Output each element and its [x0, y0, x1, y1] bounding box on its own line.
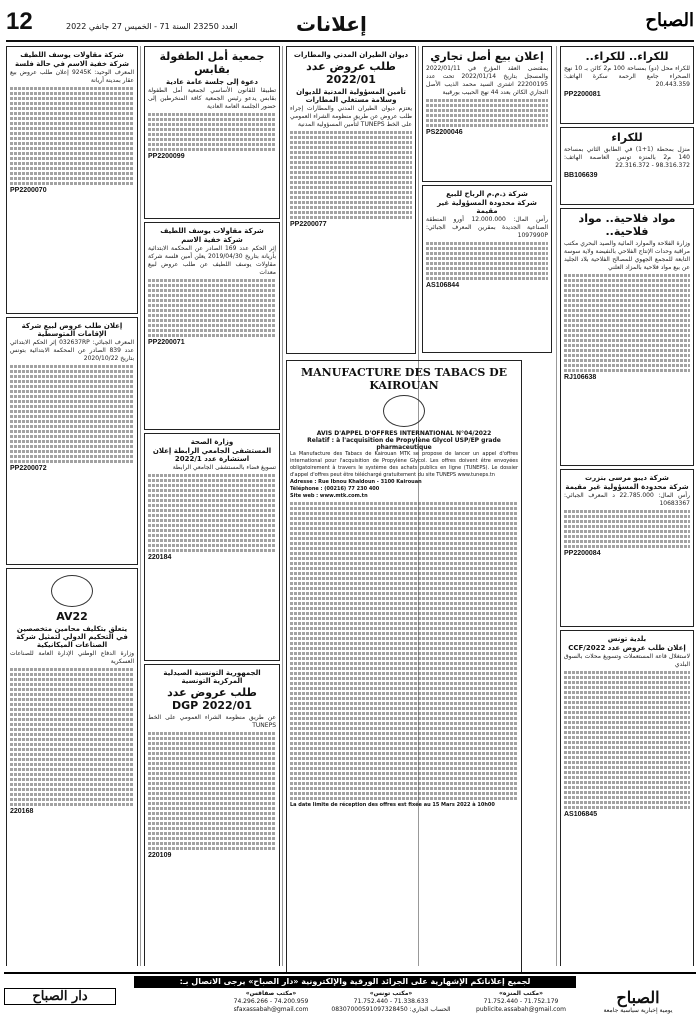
ad-body: المعرف الجبائي: 032637RP إثر الحكم الابتدائي عدد 839 الصادر عن المحكمة الابتدائية بتونس بتاريخ 2020/10/22: [10, 339, 134, 362]
ad-subtitle: طلب عروض عدد 2022/01 DGP: [167, 686, 257, 712]
ad-title: شركة مقاولات يوسف اللطيف: [160, 227, 264, 235]
column-divider: [140, 46, 141, 966]
ad-company-deposit: [560, 469, 694, 627]
ad-title: بلدية تونس: [607, 635, 647, 643]
footer-tagline: يومية إخبارية سياسية جامعة: [603, 1007, 673, 1014]
ad-defense-av22: [6, 568, 138, 966]
ad-title: للكراء: [611, 131, 643, 144]
ad-title: إعلان بيع أصل تجاري: [430, 50, 544, 63]
footer-office-tunis: [326, 990, 456, 1014]
ad-company-rabah: [422, 185, 552, 353]
footer-dar-assabah-logo: دار الصباح: [4, 988, 116, 1005]
ad-code: PP2200070: [10, 187, 47, 194]
ad-youssef-property: [6, 46, 138, 314]
ad-title: شركة ديبو مرسى بنزرت: [585, 474, 669, 482]
ad-title: وزارة الصحة: [190, 438, 234, 446]
ad-code: 220184: [148, 554, 172, 561]
ad-title: طلب عروض عدد 2022/01: [306, 60, 396, 86]
ad-subtitle: إعلان طلب عروض عدد 2022/CCF: [568, 644, 686, 652]
column-left: [6, 46, 138, 966]
ad-title: للكراء.. للكراء..: [585, 50, 669, 63]
ad-rent-2: [560, 127, 694, 205]
ad-body: عن طريق منظومة الشراء العمومي على الخط TUNEPS: [148, 714, 276, 729]
ad-title: MANUFACTURE DES TABACS DE KAIROUAN: [300, 366, 508, 392]
tabacs-deadline: La date limite de réception des offres est fixée au 15 Mars 2022 à 10h00: [290, 802, 495, 808]
tabacs-logo-icon: [383, 395, 425, 427]
ad-body: تسويغ فضاء بالمستشفى الجامعي الرابطة: [172, 464, 276, 471]
office-label: «مكتب المنزه»: [499, 990, 543, 997]
office-label: «مكتب صفاقس»: [245, 990, 297, 997]
ad-code: PP2200072: [10, 465, 47, 472]
ad-body: لاستغلال قاعة المستعملات وتسويغ محلات بالسوق البلدي: [564, 653, 690, 668]
ad-title: AV22: [56, 610, 88, 623]
ad-code: PS2200046: [426, 129, 463, 136]
ad-body: وزارة الفلاحة والموارد المائية والصيد البحري مكتب مراقبة وحدات الإنتاج الفلاحي بالنفيضة ولاية سوسة التابعة للمجمع الجهوي للمصالح الفلاحية بلاد الجليد عن بيع مواد فلاحية بالمزاد العلني: [564, 240, 690, 271]
ad-association-gabes: [144, 46, 280, 219]
ad-body: La Manufacture des Tabacs de Kairouan MTK se propose de lancer un appel d'offres international pour l'acquisition de Propylène Glycol. Les offres doivent être envoyées obligatoirement à travers le système des achats publics en ligne (TUNEPS). Le dossier d'appel d'offres peut être téléchargé gratuitement du site TUNEPS www.tuneps.tn: [290, 451, 518, 478]
ad-org: ديوان الطيران المدني والمطارات: [293, 51, 409, 59]
ad-body: منزل بمحطة (1+1) في الطابق الثاني بمساحة 140 م2 بالمنزه تونس العاصمة الهاتف: 98.316.372 - 22.316.372: [564, 146, 691, 169]
tabacs-phone: Téléphone : (00216) 77 230 400: [290, 486, 380, 492]
column-3: [286, 46, 416, 356]
column-right: [560, 46, 694, 966]
masthead-logo: الصباح: [645, 10, 694, 31]
footer-office-manzah: [466, 990, 576, 1014]
bank-account: الحساب الجاري: 08307000591097328450: [331, 1006, 451, 1013]
defense-emblem-icon: [51, 575, 93, 607]
ad-subtitle: تأمين المسؤولية المدنية للديوان وسلامة مستغلي المطارات: [296, 88, 406, 104]
ad-tabacs-kairouan: [286, 360, 522, 973]
ad-code: AS106844: [426, 282, 460, 289]
ad-title: شركة ذ.م.م الرباح للبيع: [446, 190, 528, 198]
ad-code: PP2200071: [148, 339, 185, 346]
ad-object: Relatif : à l'acquisition de Propylène Glycol USP/EP grade pharmaceutique: [307, 437, 501, 451]
ad-subtitle: المستشفى الجامعي الرابطة إعلان استشارة عدد 2022/1: [152, 447, 272, 463]
ad-body: بمقتضى العقد المؤرخ في 2022/01/11 والمسجل بتاريخ 2022/01/14 تحت عدد 22200195 اشترى السيد محمد الذيب الأصل التجاري الكائن بعدد 44 نهج الحبيب بورقيبة: [426, 65, 548, 96]
ad-title: شركة مقاولات يوسف اللطيف: [20, 51, 124, 59]
page-number: 12: [6, 8, 33, 35]
ad-body: إثر الحكم عدد 169 الصادر عن المحكمة الابتدائية بأريانة بتاريخ 2019/04/30 يعلن أمين فلسة شركة مقاولات يوسف اللطيف عن طلب عروض لبيع معدات: [148, 245, 277, 276]
ad-body: رأس المال: 22.785.000 د المعرف الجبائي: 10683367: [564, 492, 690, 507]
ad-body: رأس المال: 12.000.000 أورو المنطقة الصناعية الجديدة بمقرين المعرف الجبائي: 1097990P: [426, 216, 548, 239]
column-4: [144, 46, 280, 966]
column-2: [422, 46, 552, 356]
ad-code: PP2200099: [148, 153, 185, 160]
ad-civil-aviation: [286, 46, 416, 354]
ad-agricultural: [560, 208, 694, 466]
office-phone: 71.752.179 - 71.752.440: [483, 998, 559, 1005]
ad-code: 220109: [148, 852, 172, 859]
page-header: [6, 8, 694, 42]
column-divider: [282, 46, 283, 966]
ad-central-pharmacy: [144, 664, 280, 966]
ad-title: مواد فلاحية.. مواد فلاحية..: [578, 212, 676, 238]
ad-code: AS106845: [564, 811, 598, 818]
ad-rent-1: [560, 46, 694, 124]
footer-masthead-title: الصباح: [616, 988, 660, 1007]
issue-line: العدد 23250 السنة 71 - الخميس 27 جانفي 2022: [66, 22, 238, 31]
ad-municipality-tunis: [560, 630, 694, 966]
ad-hospital-rabta: [144, 433, 280, 661]
ad-title: الجمهورية التونسية الصيدلية المركزية التونسية: [163, 669, 261, 685]
ad-subtitle: AVIS D'APPEL D'OFFRES INTERNATIONAL N°04/2022: [316, 430, 492, 437]
footer-banner: لجميع إعلاناتكم الإشهارية على الجرائد الورقية والإلكترونية «دار الصباح» يرجى الاتصال بـ:: [134, 976, 576, 988]
section-title: إعلانات: [296, 12, 367, 36]
ad-title: جمعية أمل الطفولة بقابس: [159, 50, 265, 76]
office-label: «مكتب تونس»: [369, 990, 413, 997]
page-footer: [4, 972, 696, 1026]
tabacs-address: Adresse : Rue Ibnou Khaldoun - 3100 Kairouan: [290, 479, 422, 485]
ad-business-sale: [422, 46, 552, 182]
ad-code: BB106639: [564, 172, 598, 179]
ad-title: إعلان طلب عروض لبيع شركة الإقامات المتوسطية: [21, 322, 123, 338]
ad-body: للكراء محل (دو) بمساحة 100 م2 كائن بـ 10 نهج الصحراء جامع الرحمة سكرة الهاتف: 20.443.359: [564, 65, 691, 88]
office-phone: 71.338.633 - 71.752.440: [353, 998, 429, 1005]
ad-code: PP2200081: [564, 91, 601, 98]
office-email: publicite.assabah@gmail.com: [476, 1006, 566, 1013]
column-divider: [556, 46, 557, 966]
ad-body: المعرف الوحيد: 9245K إعلان طلب عروض بيع عقار بمدينة أريانة: [10, 69, 134, 84]
tabacs-site: Site web : www.mtk.com.tn: [290, 493, 368, 499]
office-phone: 74.200.959 - 74.296.266: [233, 998, 309, 1005]
ad-code: RJ106638: [564, 374, 597, 381]
footer-office-sfax: [226, 990, 316, 1014]
ad-subtitle: شركة محدودة المسؤولية غير مقيمة: [565, 483, 689, 491]
ad-body: وزارة الدفاع الوطني الإدارة العامة للصناعات العسكرية: [10, 650, 134, 665]
footer-masthead: [580, 988, 696, 1014]
ad-body: يعتزم ديوان الطيران المدني والمطارات إجراء طلب عروض عن طريق منظومة الشراء العمومي على الخط TUNEPS لتأمين المسؤولية المدنية: [290, 105, 412, 128]
ad-subtitle: شركة خفية الاسم: [181, 236, 243, 244]
ad-subtitle: شركة محدودة المسؤولية غير مقيمة: [437, 199, 537, 215]
ad-code: PP2200084: [564, 550, 601, 557]
ad-subtitle: دعوة إلى جلسة عامة عادية: [166, 78, 258, 86]
ad-subtitle: يتعلق بتكليف محامين متخصصين في التحكيم الدولي لتمثيل شركة الصناعات الميكانيكية: [16, 625, 128, 649]
ad-code: PP2200077: [290, 221, 327, 228]
ad-youssef-equipment: [144, 222, 280, 430]
ad-mediterranean-residences: [6, 317, 138, 565]
ad-subtitle: شركة خفية الاسم في حالة فلسة: [15, 60, 129, 68]
ad-code: 220168: [10, 808, 34, 815]
office-email: sfaxassabah@gmail.com: [233, 1006, 309, 1013]
ad-body: تطبيقا للقانون الأساسي لجمعية أمل الطفولة بقابس يدعو رئيس الجمعية كافة المنخرطين إلى حضور الجلسة العامة العادية: [148, 87, 276, 110]
